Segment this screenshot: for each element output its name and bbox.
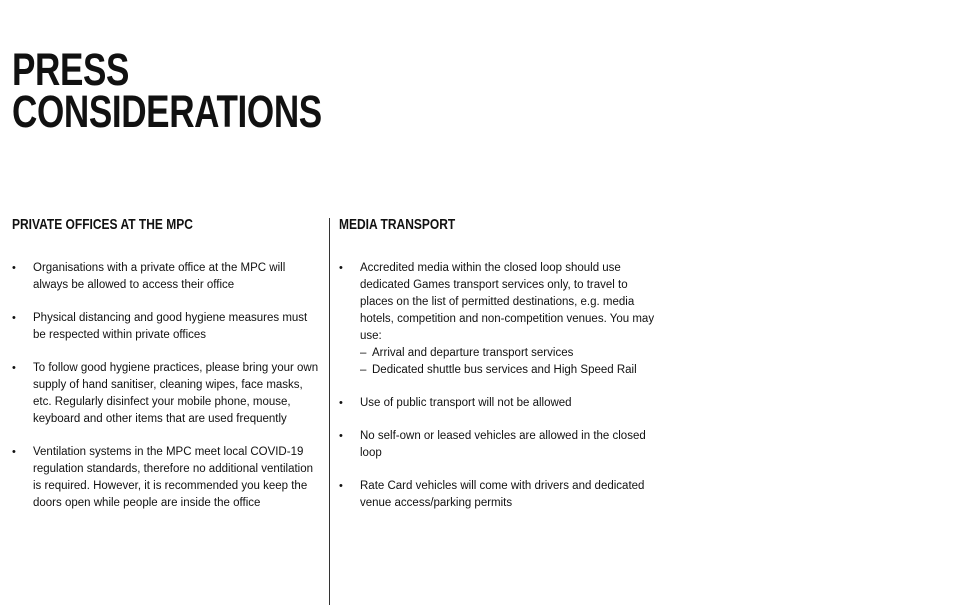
page-title [12, 44, 322, 137]
sub-list-item-text: Arrival and departure transport services [372, 347, 574, 359]
list-item: • Rate Card vehicles will come with drivers and dedicated venue access/parking permits [339, 478, 659, 512]
page-title-line-1: PRESS [12, 44, 130, 95]
sub-list-item [360, 345, 659, 362]
column-divider [329, 218, 330, 605]
section-heading-private-offices: PRIVATE OFFICES AT THE MPC [12, 216, 193, 233]
private-offices-section [12, 216, 322, 528]
list-item: • Ventilation systems in the MPC meet local COVID-19 regulation standards, therefore no additional ventilation is required. However, it is recommended you keep the doors open while people are inside the office [12, 444, 322, 512]
section-heading-media-transport: MEDIA TRANSPORT [339, 216, 456, 233]
sub-list-item-text: Dedicated shuttle bus services and High Speed Rail [372, 364, 637, 376]
list-item: • Physical distancing and good hygiene measures must be respected within private offices [12, 310, 322, 344]
list-item: • No self-own or leased vehicles are allowed in the closed loop [339, 428, 659, 462]
dash-marker: – [360, 347, 367, 359]
list-item: • Use of public transport will not be allowed [339, 395, 659, 412]
private-offices-list [12, 260, 322, 512]
media-transport-section [339, 216, 659, 528]
list-item: • To follow good hygiene practices, please bring your own supply of hand sanitiser, cleaning wipes, face masks, etc. Regularly disinfect your mobile phone, mouse, keyboard and other items that are used frequently [12, 360, 322, 428]
list-item: • Organisations with a private office at the MPC will always be allowed to access their office [12, 260, 322, 294]
dash-marker: – [360, 364, 367, 376]
sub-list-item [360, 362, 659, 379]
list-item-text: Accredited media within the closed loop should use dedicated Games transport services only, to travel to places on the list of permitted destinations, e.g. media hotels, competition and non-competition venues. You may use: [360, 262, 655, 342]
page-title-line-2: CONSIDERATIONS [12, 86, 322, 137]
list-item [339, 260, 659, 379]
media-transport-list [339, 260, 659, 512]
